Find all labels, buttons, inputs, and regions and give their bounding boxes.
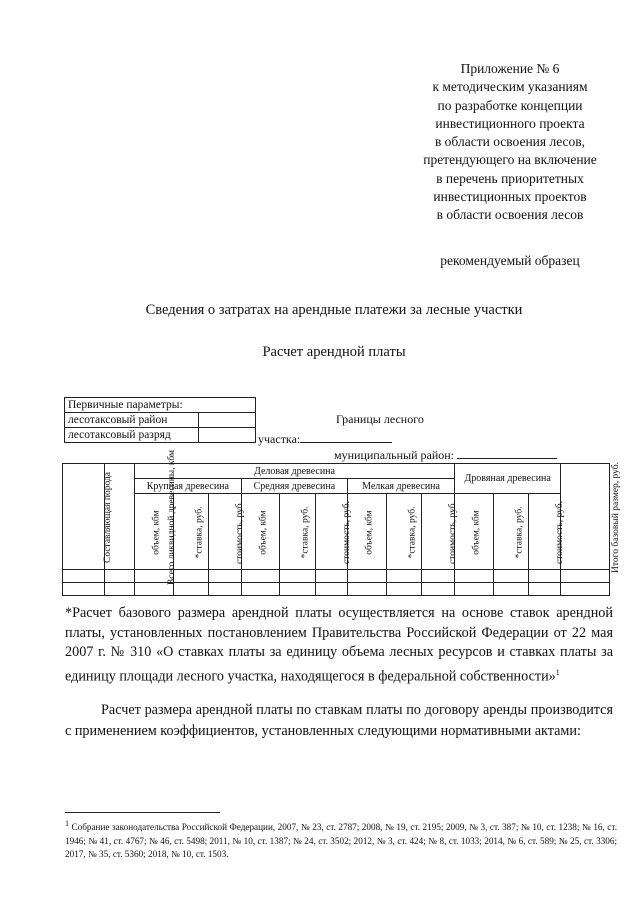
- appendix-line: претендующего на включение: [423, 152, 597, 168]
- params-row-value: [198, 413, 255, 428]
- col-volume: [454, 494, 493, 570]
- col-species-label: Составляющая порода: [102, 471, 113, 563]
- plot-label: участка:: [258, 432, 301, 446]
- col-cost: [315, 494, 352, 570]
- params-row-value: [198, 428, 255, 443]
- municipal-label: муниципальный район:: [334, 448, 455, 462]
- appendix-line: в области освоения лесов,: [434, 134, 586, 150]
- table-cell: [241, 570, 280, 583]
- col-species: [63, 464, 113, 570]
- col-volume-label: объем, кбм: [151, 509, 162, 555]
- appendix-line: к методическим указаниям: [432, 79, 588, 95]
- col-rate-label: *ставка, руб.: [194, 506, 205, 558]
- table-cell: [493, 570, 529, 583]
- table-cell: [348, 570, 387, 583]
- col-rate-label: *ставка, руб.: [407, 506, 418, 558]
- footnote-ref: 1: [555, 667, 560, 677]
- group-fuel: Дровяная древесина: [454, 464, 561, 494]
- sub-large: Крупная древесина: [135, 479, 242, 494]
- col-cost: [422, 494, 459, 570]
- col-cost: [209, 494, 246, 570]
- table-cell: [422, 583, 454, 596]
- col-base: [561, 461, 622, 573]
- table-cell: [63, 583, 105, 596]
- paragraph-base-rent: [65, 604, 613, 687]
- col-rate: [493, 494, 529, 570]
- table-cell: [454, 570, 493, 583]
- table-row: [63, 570, 610, 583]
- col-cost-label: стоимость, руб.: [341, 500, 352, 564]
- col-cost-label: стоимость, руб.: [448, 500, 459, 564]
- col-volume-label: объем, кбм: [364, 509, 375, 555]
- paragraph-coefficients: Расчет размера арендной платы по ставкам платы по договору аренды производится с применением коэффициентов, установленных следующими нормативными актами:: [65, 702, 613, 739]
- appendix-header: [390, 60, 630, 225]
- paragraph-base-rent-text: *Расчет базового размера арендной платы осуществляется на основе ставок арендной платы, установленных постановлением Правительства Российской Федерации от 22 мая 2007 г. № 310 «О ставках платы за единицу объема лесных ресурсов и ставках платы за единицу площади лесного участка, находящегося в федеральной собственности»: [65, 605, 613, 685]
- municipal-line: [334, 447, 557, 463]
- plot-blank: [300, 431, 392, 443]
- params-row-label: лесотаксовый разряд: [65, 428, 199, 443]
- appendix-line: инвестиционного проекта: [435, 115, 585, 131]
- table-cell: [386, 570, 422, 583]
- table-cell: [104, 570, 134, 583]
- col-volume-label: объем, кбм: [471, 509, 482, 555]
- table-cell: [173, 570, 209, 583]
- col-cost: [529, 494, 566, 570]
- table-cell: [422, 570, 454, 583]
- col-rate-label: *ставка, руб.: [300, 506, 311, 558]
- table-cell: [280, 570, 316, 583]
- col-rate: [173, 494, 209, 570]
- col-volume: [241, 494, 280, 570]
- col-cost-label: стоимость, руб.: [235, 500, 246, 564]
- table-cell: [209, 583, 241, 596]
- table-cell: [348, 583, 387, 596]
- table-cell: [493, 583, 529, 596]
- params-row-label: лесотаксовый район: [65, 413, 199, 428]
- plot-line: [258, 431, 392, 447]
- appendix-line: инвестиционных проектов: [433, 189, 587, 205]
- table-cell: [315, 583, 347, 596]
- boundary-label: Границы лесного: [336, 412, 424, 426]
- table-cell: [173, 583, 209, 596]
- sample-label: рекомендуемый образец: [440, 253, 580, 268]
- params-table: [64, 397, 256, 443]
- params-header: Первичные параметры:: [65, 398, 256, 413]
- appendix-line: в области освоения лесов: [436, 207, 584, 223]
- table-cell: [529, 570, 561, 583]
- municipal-blank: [457, 447, 557, 459]
- footnote-divider: [65, 812, 220, 813]
- table-cell: [529, 583, 561, 596]
- footnote-mark: 1: [65, 819, 69, 828]
- col-total-label: Всего ликвидной древесины, кбм: [167, 449, 178, 585]
- appendix-line: по разработке концепции: [437, 97, 583, 113]
- footnote-text: Собрание законодательства Российской Федерации, 2007, № 23, ст. 2787; 2008, № 19, ст. 2195; 2009, № 3, ст. 387; № 10, ст. 1238; № 16, ст. 1946; № 41, ст. 4767; № 46, ст. 5498; 2011, № 10, ст. 1387; № 24, ст. 3502; 2012, № 3, ст. 424; № 8, ст. 1033; 2014, № 6, ст. 589; № 25, ст. 3306; 2017, № 35, ст. 5360; 2018, № 10, ст. 1503.: [65, 822, 617, 860]
- col-rate: [280, 494, 316, 570]
- col-rate: [386, 494, 422, 570]
- sub-medium: Средняя древесина: [241, 479, 348, 494]
- col-cost-label: стоимость, руб.: [555, 500, 566, 564]
- col-rate-label: *ставка, руб.: [514, 506, 525, 558]
- appendix-line: в перечень приоритетных: [436, 170, 584, 186]
- document-title: Сведения о затратах на арендные платежи за лесные участки: [145, 302, 523, 318]
- table-cell: [454, 583, 493, 596]
- table-cell: [104, 583, 134, 596]
- document-subtitle: Расчет арендной платы: [262, 344, 406, 360]
- table-cell: [241, 583, 280, 596]
- table-cell: [561, 583, 610, 596]
- table-cell: [315, 570, 347, 583]
- col-base-label: Итого базовый размер, руб.: [611, 461, 622, 573]
- table-cell: [561, 570, 610, 583]
- footnote: [65, 817, 617, 862]
- table-cell: [386, 583, 422, 596]
- appendix-line: Приложение № 6: [460, 61, 560, 76]
- group-business: Деловая древесина: [135, 464, 455, 479]
- col-volume-label: объем, кбм: [258, 509, 269, 555]
- table-row: [63, 583, 610, 596]
- table-cell: [63, 570, 105, 583]
- table-cell: [280, 583, 316, 596]
- col-volume: [348, 494, 387, 570]
- sub-small: Мелкая древесина: [348, 479, 455, 494]
- table-cell: [209, 570, 241, 583]
